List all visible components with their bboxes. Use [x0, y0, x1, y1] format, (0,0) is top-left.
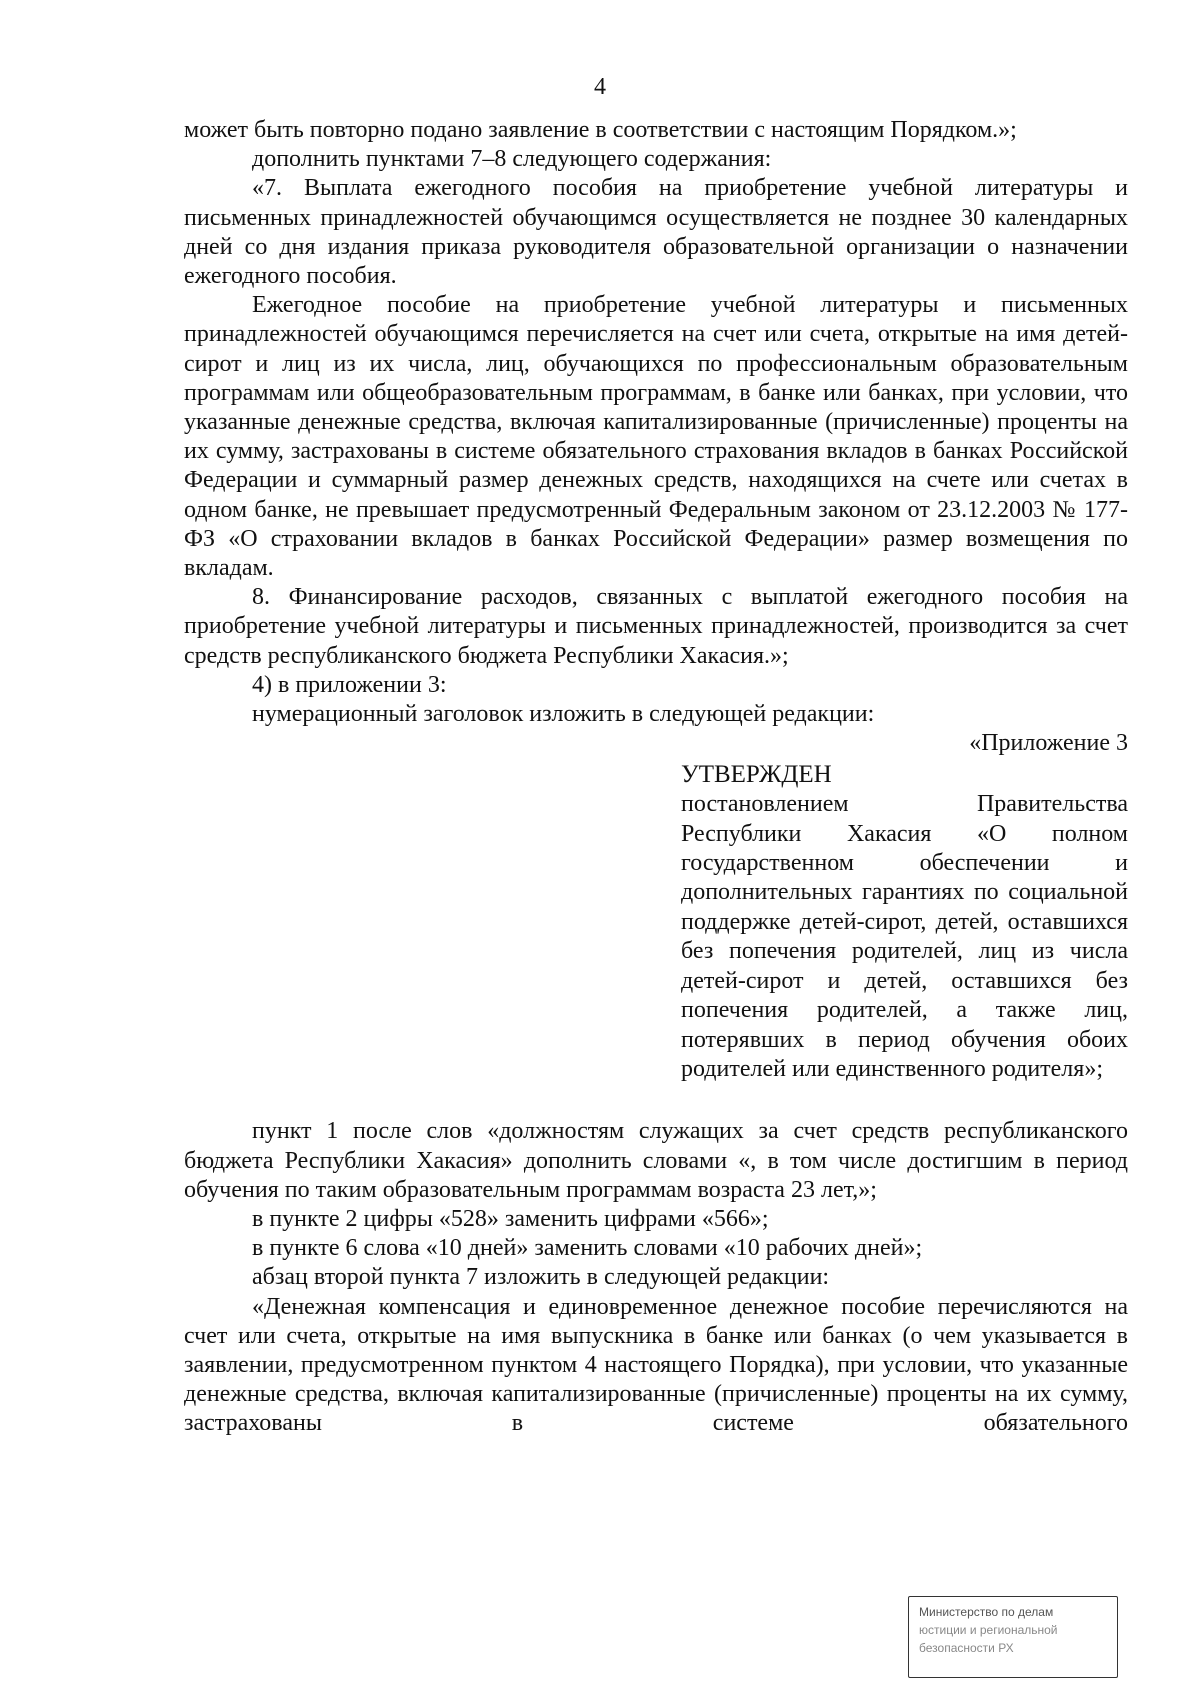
paragraph: 4) в приложении 3:: [252, 671, 447, 698]
paragraph: абзац второй пункта 7 изложить в следующей редакции:: [252, 1264, 830, 1291]
approval-title: УТВЕРЖДЕН: [681, 761, 832, 789]
document-body: [184, 116, 1128, 1439]
registration-stamp: [908, 1596, 1118, 1678]
paragraph: может быть повторно подано заявление в соответствии с настоящим Порядком.»;: [184, 117, 1017, 143]
paragraph: в пункте 6 слова «10 дней» заменить словами «10 рабочих дней»;: [252, 1235, 923, 1262]
paragraph: «7. Выплата ежегодного пособия на приобретение учебной литературы и письменных принадлежностей обучающимся осуществляется не позднее 30 календарных дней со дня издания приказа руководителя образовательной организации о назначении ежегодного пособия.: [184, 175, 1128, 290]
stamp-line: Министерство по делам: [919, 1605, 1054, 1619]
paragraph: 8. Финансирование расходов, связанных с выплатой ежегодного пособия на приобретение учебной литературы и письменных принадлежностей, производится за счет средств республиканского бюджета Республики Хакасия.»;: [184, 584, 1128, 669]
approval-block: [681, 759, 1128, 1084]
paragraph: пункт 1 после слов «должностям служащих за счет средств республиканского бюджета Республики Хакасия» дополнить словами «, в том числе достигшим в период обучения по таким образовательным программам возраста 23 лет,»;: [184, 1118, 1128, 1203]
approval-text: постановлением Правительства Республики Хакасия «О полном государственном обеспечении и дополнительных гарантиях по социальной поддержке детей-сирот, детей, оставшихся без попечения родителей, лиц из числа детей-сирот и детей, оставшихся без попечения родителей, а также лиц, потерявших в период обучения обоих родителей или единственного родителя»;: [681, 791, 1128, 1082]
page-number: 4: [594, 74, 606, 100]
appendix-label: «Приложение 3: [969, 730, 1128, 757]
paragraph: дополнить пунктами 7–8 следующего содержания:: [252, 146, 772, 173]
paragraph: в пункте 2 цифры «528» заменить цифрами «566»;: [252, 1205, 769, 1232]
paragraph: Ежегодное пособие на приобретение учебной литературы и письменных принадлежностей обучающимся перечисляется на счет или счета, открытые на имя детей-сирот и лиц из их числа, лиц, обучающихся по профессиональным образовательным программам или общеобразовательным программам, в банке или банках, при условии, что указанные денежные средства, включая капитализированные (причисленные) проценты на их сумму, застрахованы в системе обязательного страхования вкладов в банках Российской Федерации и суммарный размер денежных средств, находящихся на счете или счетах в одном банке, не превышает предусмотренный Федеральным законом от 23.12.2003 № 177-ФЗ «О страховании вкладов в банках Российской Федерации» размер возмещения по вкладам.: [184, 292, 1128, 582]
paragraph: «Денежная компенсация и единовременное денежное пособие перечисляются на счет или счета, открытые на имя выпускника в банке или банках (о чем указывается в заявлении, предусмотренном пунктом 4 настоящего Порядка), при условии, что указанные денежные средства, включая капитализированные (причисленные) проценты на их сумму, застрахованы в системе обязательного: [184, 1293, 1128, 1437]
stamp-line: юстиции и региональной: [919, 1623, 1058, 1637]
paragraph: нумерационный заголовок изложить в следующей редакции:: [252, 701, 875, 728]
stamp-line: безопасности РХ: [919, 1641, 1014, 1655]
